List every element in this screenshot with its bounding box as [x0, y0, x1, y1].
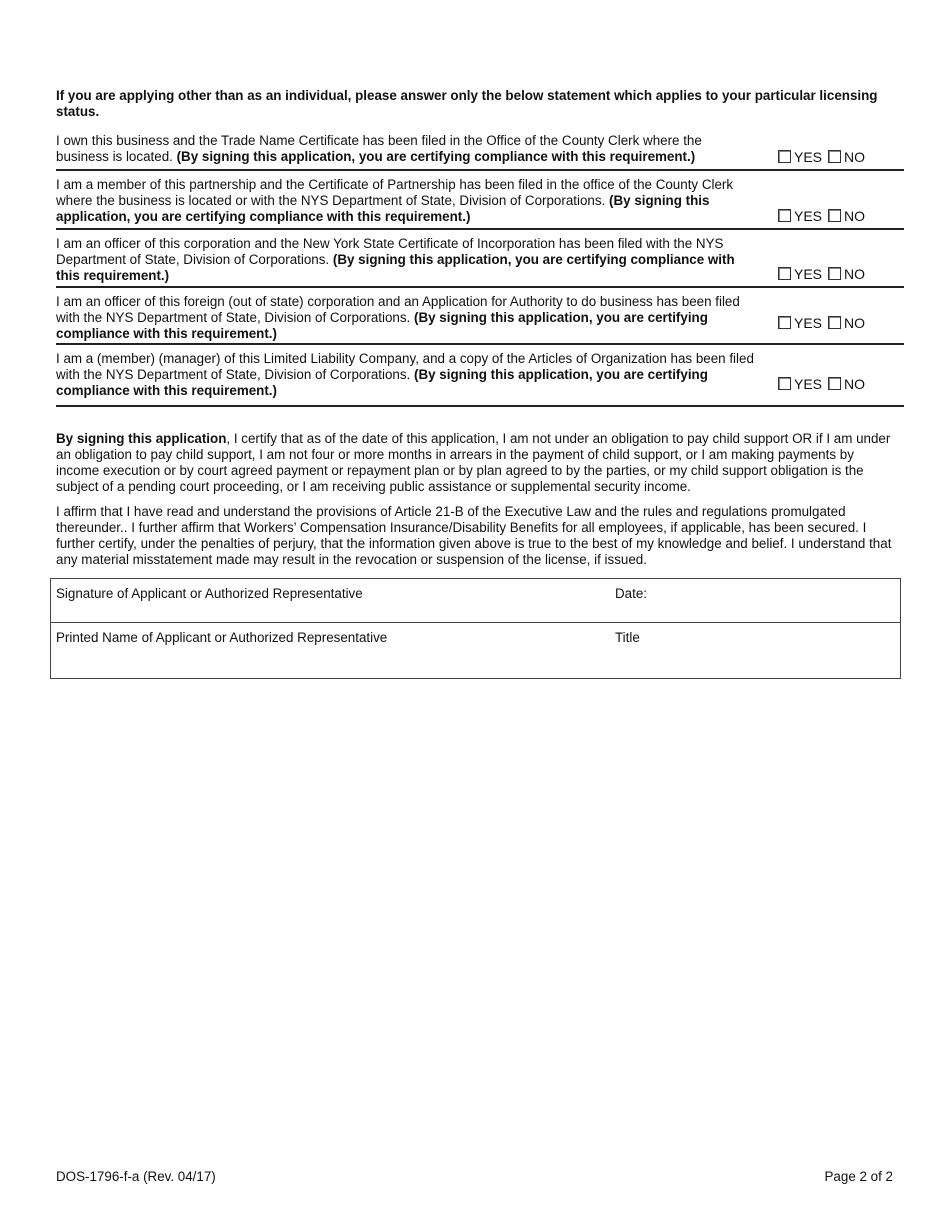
statement-row-trade-name [56, 133, 904, 171]
licensing-status-table [56, 133, 904, 407]
no-checkbox[interactable] [828, 377, 841, 390]
yes-no-group: YES NO [776, 315, 869, 331]
statement-row-llc [56, 345, 904, 407]
printed-name-label: Printed Name of Applicant or Authorized Representative [56, 630, 388, 645]
statement-text: I am an officer of this corporation and the New York State Certificate of Incorporation has been filed with the NYS Department of State, Division of Corporations. (By signing this application, you are certifying compliance with this requirement.) [56, 236, 735, 283]
yes-no-group: YES NO [776, 376, 869, 392]
yes-checkbox[interactable] [778, 209, 791, 222]
yes-checkbox[interactable] [778, 316, 791, 329]
no-checkbox[interactable] [828, 316, 841, 329]
date-label: Date: [615, 586, 648, 601]
signature-label: Signature of Applicant or Authorized Representative [56, 586, 363, 601]
affirmation-paragraph: I affirm that I have read and understand the provisions of Article 21-B of the Executive Law and the rules and regulations promulgated thereunder.. I further affirm that Workers’ Compensation Insurance/Disability Benefits for all employees, if applicable, has been secured. I further certify, under the penalties of perjury, that the information given above is true to the best of my knowledge and belief. I understand that any material misstatement made may result in the revocation or suspension of the license, if issued. [56, 504, 892, 567]
statement-row-foreign-corporation [56, 288, 904, 345]
statement-text: I am a (member) (manager) of this Limited Liability Company, and a copy of the Articles of Organization has been filed with the NYS Department of State, Division of Corporations. (By signing this application, you are certifying compliance with this requirement.) [56, 351, 754, 398]
page-number: Page 2 of 2 [824, 1169, 893, 1184]
signature-block [50, 578, 901, 679]
statement-row-corporation [56, 230, 904, 288]
form-id: DOS-1796-f-a (Rev. 04/17) [56, 1169, 216, 1184]
statement-row-partnership [56, 171, 904, 230]
printed-name-row [51, 623, 900, 679]
no-checkbox[interactable] [828, 150, 841, 163]
no-checkbox[interactable] [828, 267, 841, 280]
yes-checkbox[interactable] [778, 377, 791, 390]
intro-instruction: If you are applying other than as an individual, please answer only the below statement which applies to your particular licensing status. [56, 88, 878, 119]
yes-no-group: YES NO [776, 266, 869, 282]
signature-row [51, 579, 900, 623]
yes-no-group: YES NO [776, 149, 869, 165]
statement-text: I own this business and the Trade Name Certificate has been filed in the Office of the County Clerk where the business is located. (By signing this application, you are certifying compliance with this requirement.) [56, 133, 702, 164]
yes-no-group: YES NO [776, 208, 869, 224]
child-support-certification: By signing this application, I certify that as of the date of this application, I am not under an obligation to pay child support OR if I am under an obligation to pay child support, I am not four or more months in arrears in the payment of child support, or I am making payments by income execution or by court agreed payment or repayment plan or by plan agreed to by the parties, or my child support obligation is the subject of a pending court proceeding, or I am receiving public assistance or supplemental security income. [56, 431, 891, 494]
statement-text: I am a member of this partnership and the Certificate of Partnership has been filed in the office of the County Clerk where the business is located or with the NYS Department of State, Division of Corporations. (By signing this application, you are certifying compliance with this requirement.) [56, 177, 734, 224]
title-label: Title [615, 630, 640, 645]
yes-checkbox[interactable] [778, 150, 791, 163]
yes-checkbox[interactable] [778, 267, 791, 280]
statement-text: I am an officer of this foreign (out of state) corporation and an Application for Authority to do business has been filed with the NYS Department of State, Division of Corporations. (By signing this application, you are certifying compliance with this requirement.) [56, 294, 740, 341]
no-checkbox[interactable] [828, 209, 841, 222]
